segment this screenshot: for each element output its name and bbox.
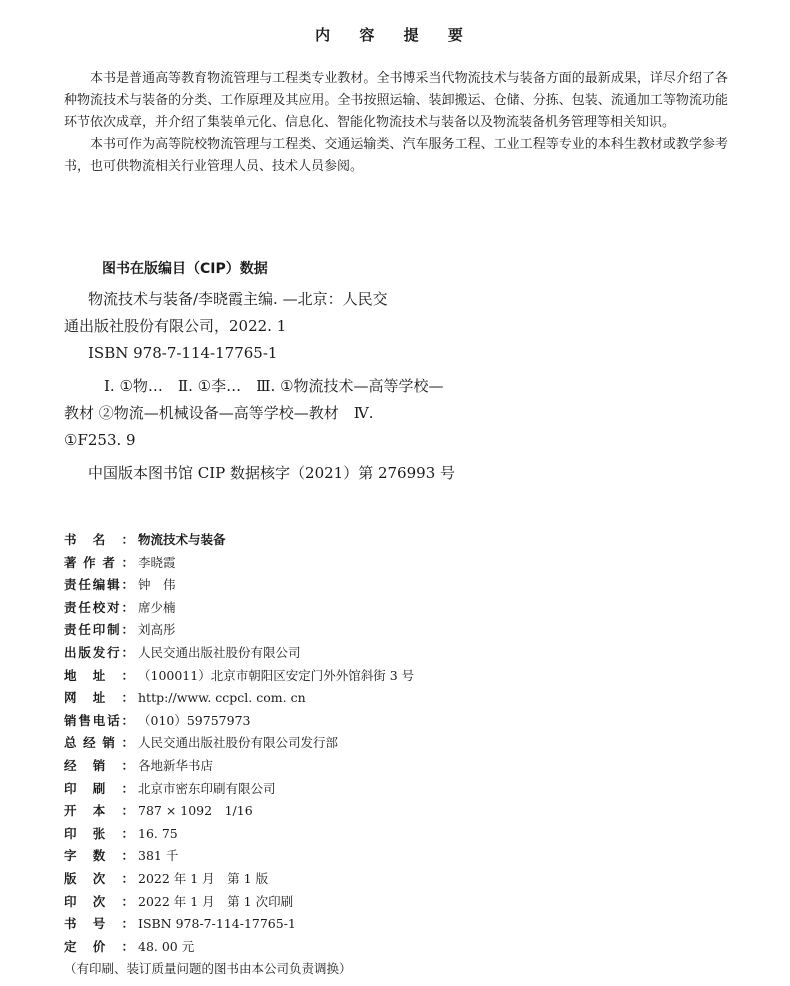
cip-heading: 图书在版编目（CIP）数据 [102, 261, 268, 277]
colophon-value: 北京市密东印刷有限公司 [138, 780, 276, 796]
colophon-value: 各地新华书店 [138, 757, 214, 773]
summary-title: 内 容 提 要 [315, 26, 475, 44]
colophon-row [64, 755, 728, 778]
colophon-row [64, 710, 728, 733]
colophon-row [64, 868, 728, 891]
colophon-label: 地 址 ： [64, 667, 134, 683]
colophon-label: 销 售 电 话 ： [64, 712, 134, 728]
colophon-label: 责 任 印 制 ： [64, 622, 134, 638]
cip-classification-line: Ⅰ. ①物… Ⅱ. ①李… Ⅲ. ①物流技术—高等学校— [104, 377, 444, 395]
colophon-row [64, 597, 728, 620]
colophon-row [64, 913, 728, 936]
colophon-value: 物流技术与装备 [138, 532, 226, 547]
cip-data-block [64, 286, 504, 487]
colophon-value: 16. 75 [138, 825, 178, 841]
colophon-value: 席少楠 [138, 599, 176, 615]
quality-note: （有印刷、装订质量问题的图书由本公司负责调换） [64, 961, 352, 977]
summary-paragraph: 本书是普通高等教育物流管理与工程类专业教材。全书博采当代物流技术与装备方面的最新成果，详尽介绍了各种物流技术与装备的分类、工作原理及其应用。全书按照运输、装卸搬运、仓储、分拣、包装、流通加工等物流功能环节依次成章，并介绍了集装单元化、信息化、智能化物流技术与装备以及物流装备机务管理等相关知识。 [64, 71, 728, 130]
colophon-label: 开 本 ： [64, 803, 134, 819]
colophon-row [64, 845, 728, 868]
colophon-value: 钟 伟 [138, 577, 176, 593]
colophon-row [64, 529, 728, 552]
colophon-value: ISBN 978-7-114-17765-1 [138, 916, 296, 932]
colophon-label: 书 号 ： [64, 916, 134, 932]
cip-title-line: 物流技术与装备/李晓霞主编. —北京：人民交 [88, 290, 388, 308]
colophon-label: 印 张 ： [64, 825, 134, 841]
colophon-row [64, 687, 728, 710]
cip-publisher-line: 通出版社股份有限公司，2022. 1 [64, 317, 287, 335]
colophon-label: 印 刷 ： [64, 780, 134, 796]
colophon-value: 人民交通出版社股份有限公司 [138, 644, 301, 660]
colophon-value: 2022 年 1 月 第 1 版 [138, 870, 269, 886]
colophon-label: 网 址 ： [64, 690, 134, 706]
colophon-label: 著 作 者 ： [64, 554, 134, 570]
colophon-label: 版 次 ： [64, 870, 134, 886]
colophon-row [64, 665, 728, 688]
colophon-value: （010）59757973 [138, 712, 251, 728]
summary-paragraph: 本书可作为高等院校物流管理与工程类、交通运输类、汽车服务工程、工业工程等专业的本科生教材或教学参考书，也可供物流相关行业管理人员、技术人员参阅。 [64, 137, 728, 174]
colophon-row [64, 642, 728, 665]
colophon-value: 381 千 [138, 848, 179, 864]
colophon-row [64, 552, 728, 575]
colophon-label: 定 价 ： [64, 938, 134, 954]
colophon-value: 48. 00 元 [138, 938, 195, 954]
colophon-value: http://www. ccpcl. com. cn [138, 690, 306, 706]
colophon-value: 2022 年 1 月 第 1 次印刷 [138, 893, 294, 909]
cip-classification-line: 教材 ②物流—机械设备—高等学校—教材 Ⅳ. [64, 404, 374, 422]
colophon-row [64, 891, 728, 914]
colophon-label: 字 数 ： [64, 848, 134, 864]
colophon-label: 总 经 销 ： [64, 735, 134, 751]
colophon-value: （100011）北京市朝阳区安定门外外馆斜街 3 号 [138, 667, 415, 683]
colophon-label: 出 版 发 行 ： [64, 644, 134, 660]
colophon-label: 书 名 ： [64, 532, 134, 547]
colophon-table [64, 529, 728, 981]
cip-classification-line: ①F253. 9 [64, 431, 136, 449]
cip-record-number: 中国版本图书馆 CIP 数据核字（2021）第 276993 号 [88, 464, 456, 482]
colophon-label: 责 任 校 对 ： [64, 599, 134, 615]
colophon-value: 787 × 1092 1/16 [138, 803, 253, 819]
colophon-row [64, 732, 728, 755]
summary-section [64, 68, 728, 178]
colophon-row [64, 823, 728, 846]
colophon-value: 刘高彤 [138, 622, 176, 638]
cip-isbn-line: ISBN 978-7-114-17765-1 [88, 344, 278, 362]
colophon-label: 印 次 ： [64, 893, 134, 909]
colophon-value: 人民交通出版社股份有限公司发行部 [138, 735, 339, 751]
colophon-row [64, 800, 728, 823]
colophon-label: 责 任 编 辑 ： [64, 577, 134, 593]
colophon-label: 经 销 ： [64, 757, 134, 773]
colophon-row [64, 619, 728, 642]
colophon-row [64, 778, 728, 801]
colophon-value: 李晓霞 [138, 554, 176, 570]
colophon-row [64, 936, 728, 959]
colophon-row [64, 574, 728, 597]
